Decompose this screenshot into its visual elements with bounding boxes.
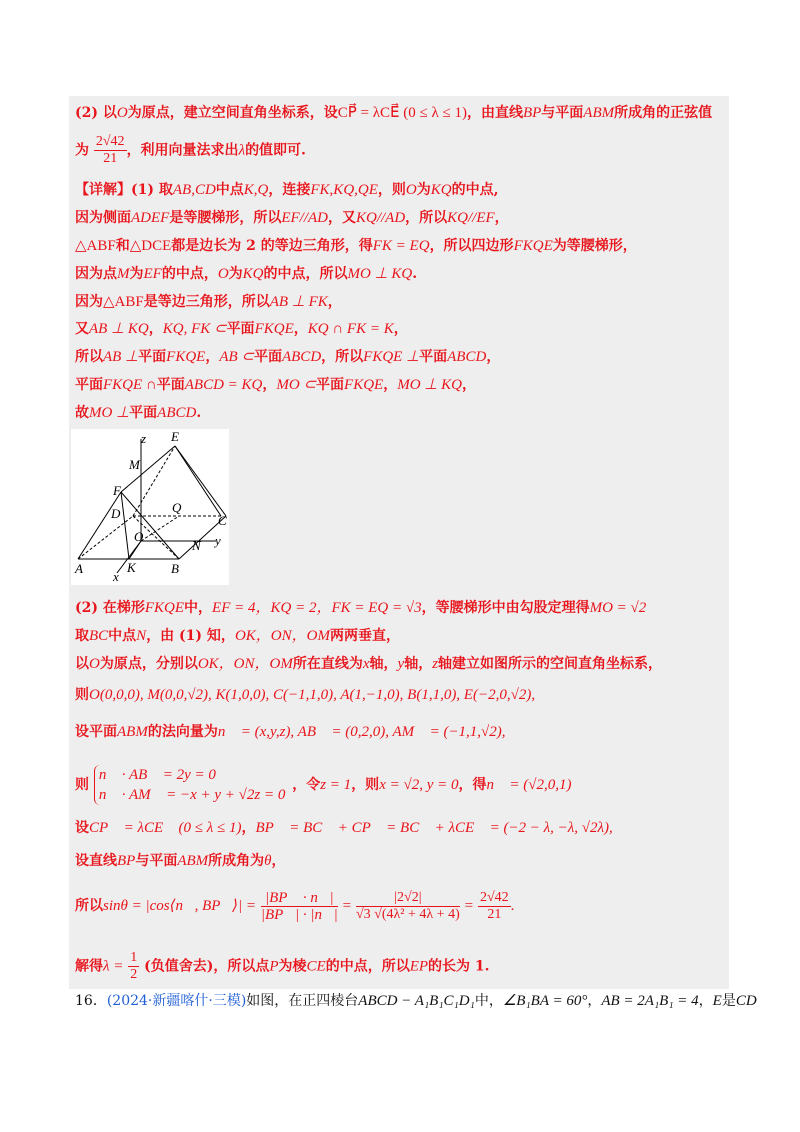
math: AB ⊥ FK	[269, 294, 328, 310]
label-x: x	[113, 569, 119, 584]
text: 平面	[226, 321, 255, 337]
text: 为等腰梯形，	[552, 238, 637, 254]
math: FK = EQ	[372, 238, 430, 254]
math: KQ	[242, 266, 264, 282]
equals-sign: =	[464, 898, 474, 914]
edge-FB	[121, 492, 179, 559]
label-C: C	[218, 513, 227, 528]
text: 轴建立如图所示的空间直角坐标系，	[438, 656, 663, 672]
text: (1) 取	[131, 182, 173, 198]
math: z = 1	[320, 777, 352, 793]
denominator: 21	[487, 906, 502, 922]
math: O	[89, 656, 100, 672]
part2-line-1	[75, 598, 646, 618]
text: 的值即可.	[245, 142, 306, 159]
math: ABCD − A₁B₁C₁D₁	[358, 993, 475, 1009]
text: ，	[587, 993, 602, 1009]
detail-tag: 【详解】	[75, 182, 131, 198]
part2-line-7	[75, 818, 613, 838]
text: 为	[416, 182, 431, 198]
math: O(0,0,0), M(0,0,√2), K(1,0,0), C(−1,1,0), A(1,−1,0), B(1,1,0), E(−2,0,√2),	[89, 687, 536, 703]
math: N	[136, 628, 147, 644]
part2-line-10	[75, 950, 490, 983]
text: ，	[271, 853, 286, 869]
text: ，令	[292, 777, 321, 793]
text: 轴，	[404, 656, 433, 672]
math: O	[405, 182, 417, 198]
text: 因为点	[75, 266, 117, 282]
text: 则	[75, 777, 89, 793]
numerator: |2√2|	[356, 890, 460, 907]
text: ，利用向量法求出	[126, 142, 239, 159]
math: △ABF	[103, 294, 144, 310]
text: 为棱	[278, 958, 307, 975]
text: 与平面	[541, 105, 584, 121]
denominator: 21	[103, 151, 118, 166]
math: θ	[264, 853, 272, 869]
text: ，	[327, 294, 342, 310]
text: ，	[461, 377, 476, 393]
math: △DCE	[129, 238, 172, 254]
math: ABCD	[157, 405, 197, 421]
part2-line-2	[75, 626, 400, 646]
text: .	[412, 266, 418, 282]
part2-line-5	[75, 722, 506, 742]
text: ，	[393, 321, 408, 337]
fraction	[128, 950, 139, 983]
text: 的长为 1.	[428, 958, 490, 975]
detail-line-1	[75, 180, 498, 200]
text: ，	[262, 377, 277, 393]
text: 所在直线为	[292, 656, 363, 672]
fraction	[478, 890, 511, 923]
math: n⃗ = (√2,0,1)	[486, 777, 572, 793]
equation: n⃗ · AM⃗ = −x + y + √2z = 0	[98, 787, 286, 803]
text: 中，	[184, 600, 213, 616]
fraction	[94, 134, 127, 167]
text: .	[196, 405, 202, 421]
text: (2) 在梯形	[75, 600, 145, 616]
numerator: |BP⃗ · n⃗|	[261, 890, 338, 907]
part2-line-9	[75, 888, 514, 924]
text: ，由直线	[466, 105, 523, 121]
label-z: z	[141, 431, 147, 446]
numerator: 2√42	[479, 889, 509, 905]
text: ，连接	[268, 182, 311, 198]
numerator: 2√42	[95, 134, 125, 149]
math: ABM	[117, 724, 148, 740]
text: ，得	[458, 777, 487, 793]
detail-line-2	[75, 208, 509, 228]
text: ，	[148, 321, 163, 337]
equation: n⃗ · AB⃗ = 2y = 0	[98, 767, 216, 783]
text: ，	[383, 377, 398, 393]
label-M: M	[129, 457, 140, 472]
text: 的中点，所以	[263, 266, 348, 282]
equation-system	[94, 765, 285, 805]
numerator: 1	[130, 950, 138, 965]
math: E	[712, 993, 722, 1009]
edge-EC	[175, 446, 226, 516]
text: 是	[721, 993, 736, 1009]
math: FKQE	[254, 321, 294, 337]
text: (2) 以	[75, 105, 117, 121]
math: CP⃗ = λCE⃗ (0 ≤ λ ≤ 1)	[89, 820, 242, 836]
math: ABCD	[281, 349, 322, 365]
text: 平面	[419, 349, 448, 365]
text: 与平面	[135, 853, 178, 869]
analysis-line-2	[75, 134, 306, 167]
math: △ABF	[75, 238, 116, 254]
detail-line-6	[75, 319, 408, 339]
text: 轴，	[369, 656, 398, 672]
equation-tail	[292, 775, 571, 795]
text: 解得	[75, 958, 103, 975]
math: EF = 4，KQ = 2，FK = EQ = √3	[212, 600, 422, 616]
math: x	[362, 656, 370, 672]
math: FKQE ∩	[103, 377, 157, 393]
text: 又	[75, 321, 89, 337]
math: KQ	[430, 182, 452, 198]
math: x = √2, y = 0	[379, 777, 459, 793]
math: BP	[522, 105, 542, 121]
text: 设直线	[75, 853, 117, 869]
detail-line-9	[75, 403, 201, 423]
math: FK,KQ,QE	[310, 182, 378, 198]
math: AB,CD	[172, 182, 216, 198]
math: OK，ON，OM	[234, 628, 330, 644]
text: 平面	[253, 349, 282, 365]
edge-AF	[78, 492, 121, 559]
text: ，由 (1) 知，	[146, 628, 235, 644]
text: 为	[228, 266, 243, 282]
math: K,Q	[243, 182, 269, 198]
math: EP	[409, 958, 429, 975]
text: 是等腰梯形，所以	[169, 210, 282, 226]
text: 中点	[215, 182, 244, 198]
math: MO ⊥ KQ	[347, 266, 413, 282]
label-A: A	[75, 561, 83, 576]
math: KQ ∩ FK = K	[307, 321, 394, 337]
math: EF//AD	[281, 210, 328, 226]
edge-EQ	[175, 446, 221, 516]
text: 如图，在正四棱台	[246, 993, 359, 1009]
text: ，	[486, 349, 501, 365]
geometry-figure	[71, 429, 229, 585]
math: M	[117, 266, 130, 282]
math: BP	[117, 853, 136, 869]
text: 平面	[138, 349, 167, 365]
math: KQ, FK ⊂	[162, 321, 227, 337]
math: CD	[735, 993, 757, 1009]
math: ABCD	[447, 349, 487, 365]
math: λ	[238, 142, 246, 159]
math: z	[432, 656, 439, 672]
denominator: √3 √(4λ² + 4λ + 4)	[355, 906, 460, 922]
text: ，	[494, 210, 509, 226]
text: 所成角为	[208, 853, 265, 869]
math: O	[116, 105, 128, 121]
math: FKQE	[344, 377, 384, 393]
part2-line-4	[75, 685, 535, 705]
label-Q: Q	[172, 500, 182, 515]
text: 以	[75, 656, 89, 672]
text: 所成角的正弦值	[614, 105, 713, 121]
math: EF	[143, 266, 162, 282]
text: 中点	[108, 628, 137, 644]
problem-number: 16．	[75, 993, 107, 1009]
math: sinθ = |cos⟨n⃗, BP⃗⟩| =	[103, 898, 256, 914]
text: ，	[241, 820, 256, 836]
equals-sign: =	[342, 898, 352, 914]
text: 设平面	[75, 724, 117, 740]
text: 平面	[156, 377, 185, 393]
text: 故	[75, 405, 89, 421]
math: ABM	[177, 853, 209, 869]
math: P	[269, 958, 279, 975]
text: 设	[75, 820, 89, 836]
detail-line-5	[75, 292, 342, 312]
math: FKQE	[144, 600, 185, 616]
text: ，所以四边形	[429, 238, 514, 254]
fraction	[261, 890, 338, 923]
label-B: B	[171, 561, 179, 576]
text: ，又	[327, 210, 356, 226]
text: 中，	[474, 993, 503, 1009]
math: BP⃗ = BC⃗ + CP⃗ = BC⃗ + λCE⃗ = (−2 − λ, −λ, √2λ),	[255, 820, 613, 836]
text: 所以	[75, 898, 103, 914]
label-E: E	[171, 429, 179, 444]
math: n⃗ = (x,y,z), AB⃗ = (0,2,0), AM⃗ = (−1,1,√2),	[217, 724, 506, 740]
text: ，则	[377, 182, 406, 198]
text: ，	[698, 993, 713, 1009]
figure-svg	[71, 429, 229, 585]
text: 因为侧面	[75, 210, 131, 226]
text: 两两垂直，	[329, 628, 400, 644]
text: 和	[115, 238, 130, 254]
text: 为原点，分别以	[99, 656, 198, 672]
label-N: N	[192, 538, 201, 553]
text: 取	[75, 628, 89, 644]
detail-line-3	[75, 236, 637, 256]
math: MO ⊥	[89, 405, 130, 421]
math: MO = √2	[589, 600, 647, 616]
text: ，则	[351, 777, 380, 793]
edge-FK	[121, 492, 129, 559]
text: ，	[293, 321, 308, 337]
part2-line-6	[75, 765, 572, 805]
text: ，所以	[405, 210, 448, 226]
math: FKQE	[513, 238, 553, 254]
text: 为	[129, 266, 144, 282]
text: 的中点,	[451, 182, 499, 198]
text: 平面	[129, 405, 158, 421]
math: FKQE	[166, 349, 206, 365]
math: ∠B₁BA = 60°	[502, 993, 588, 1009]
text: 平面	[316, 377, 345, 393]
math: λ =	[103, 958, 124, 975]
part2-line-3	[75, 654, 662, 674]
period: .	[510, 898, 515, 914]
problem-source-link[interactable]: (2024·新疆喀什·三模)	[106, 993, 247, 1009]
text: ，等腰梯形中由勾股定理得	[421, 600, 590, 616]
math: KQ//EF	[447, 210, 495, 226]
detail-line-8	[75, 375, 476, 395]
label-D: D	[111, 506, 121, 521]
text: 因为	[75, 294, 103, 310]
text: (负值舍去)，所以点	[139, 958, 270, 975]
detail-line-7	[75, 347, 500, 367]
math: ADEF	[131, 210, 170, 226]
text: 为	[75, 142, 89, 159]
math: ABCD = KQ	[184, 377, 263, 393]
math: AB ⊂	[219, 349, 254, 365]
problem-16	[75, 991, 757, 1011]
text: 的中点，	[161, 266, 218, 282]
text: 则	[75, 687, 89, 703]
math: FKQE ⊥	[363, 349, 420, 365]
denominator: |BP⃗| · |n⃗|	[260, 906, 338, 923]
math: CE	[306, 958, 326, 975]
label-K: K	[127, 560, 136, 575]
math: AB ⊥ KQ	[89, 321, 149, 337]
text: 的法向量为	[147, 724, 218, 740]
math: ABM	[583, 105, 615, 121]
denominator: 2	[130, 967, 138, 982]
math: AB ⊥	[103, 349, 139, 365]
math: KQ//AD	[355, 210, 406, 226]
text: ，	[205, 349, 220, 365]
math: CP⃗ = λCE⃗ (0 ≤ λ ≤ 1)	[337, 105, 467, 121]
math: y	[397, 656, 405, 672]
math: AB = 2A₁B₁ = 4	[601, 993, 699, 1009]
text: 是等边三角形，所以	[143, 294, 270, 310]
label-O: O	[134, 529, 144, 544]
label-y: y	[215, 533, 221, 548]
math: MO ⊥ KQ	[397, 377, 462, 393]
label-F: F	[113, 483, 121, 498]
analysis-line-1	[75, 103, 712, 123]
text: ，所以	[321, 349, 364, 365]
part2-line-8	[75, 851, 286, 871]
math: OK，ON，OM	[197, 656, 293, 672]
text: 为原点，建立空间直角坐标系，设	[127, 105, 338, 121]
math: MO ⊂	[276, 377, 317, 393]
text: 的中点，所以	[325, 958, 410, 975]
fraction	[356, 890, 460, 923]
text: 平面	[75, 377, 103, 393]
text: 所以	[75, 349, 103, 365]
math: O	[217, 266, 229, 282]
text: 都是边长为 2 的等边三角形，得	[171, 238, 373, 254]
detail-line-4	[75, 264, 417, 284]
math: BC	[89, 628, 109, 644]
